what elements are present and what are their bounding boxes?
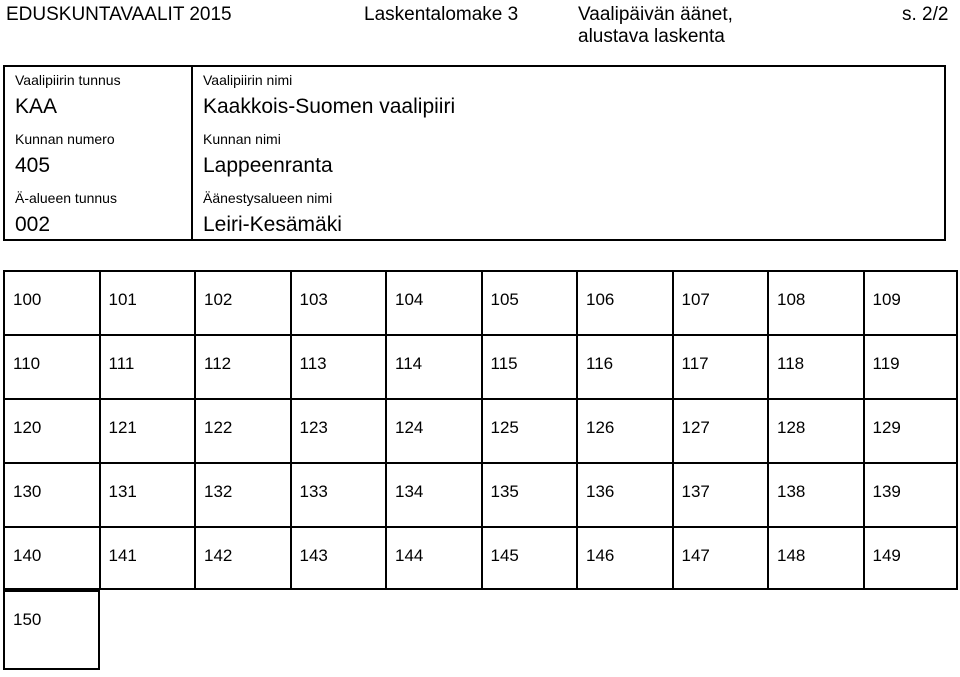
cell-number: 126 <box>586 418 615 437</box>
cell-number: 150 <box>13 610 42 629</box>
grid-cell[interactable] <box>672 272 768 334</box>
grid-cell[interactable] <box>481 336 577 398</box>
grid-cell[interactable] <box>194 400 290 462</box>
grid-row <box>3 334 958 398</box>
cell-number: 128 <box>777 418 806 437</box>
district-name-label: Vaalipiirin nimi <box>203 72 293 88</box>
grid-cell[interactable] <box>481 400 577 462</box>
grid-cell[interactable] <box>290 336 386 398</box>
grid-cell[interactable] <box>385 464 481 526</box>
grid-cell[interactable] <box>863 336 959 398</box>
form-number: Laskentalomake 3 <box>364 4 519 25</box>
cell-number: 105 <box>490 290 519 309</box>
cell-number: 107 <box>681 290 710 309</box>
row-right-border <box>956 528 958 588</box>
cell-number: 142 <box>204 546 233 565</box>
cell-number: 109 <box>872 290 901 309</box>
cell-number: 117 <box>681 354 709 373</box>
form-description: Vaalipäivän äänet, alustava laskenta <box>578 4 733 47</box>
cell-number: 101 <box>108 290 137 309</box>
cell-number: 144 <box>395 546 424 565</box>
cell-number: 118 <box>777 354 805 373</box>
grid-cell[interactable] <box>290 528 386 588</box>
grid-cell[interactable] <box>767 336 863 398</box>
row-right-border <box>956 272 958 334</box>
municipality-number-label: Kunnan numero <box>15 131 115 147</box>
cell-number: 112 <box>204 354 232 373</box>
grid-cell[interactable] <box>481 272 577 334</box>
cell-number: 139 <box>872 482 901 501</box>
municipality-name: Lappeenranta <box>203 154 333 177</box>
cell-number: 136 <box>586 482 615 501</box>
cell-number: 113 <box>299 354 327 373</box>
cell-number: 133 <box>299 482 328 501</box>
cell-number: 122 <box>204 418 233 437</box>
cell-number: 145 <box>490 546 519 565</box>
municipality-number: 405 <box>15 154 51 177</box>
grid-cell[interactable] <box>3 272 99 334</box>
cell-number: 135 <box>490 482 519 501</box>
cell-number: 137 <box>681 482 710 501</box>
cell-number: 134 <box>395 482 424 501</box>
cell-number: 131 <box>108 482 137 501</box>
candidate-number-grid <box>3 270 958 590</box>
row-right-border <box>956 400 958 462</box>
cell-number: 124 <box>395 418 424 437</box>
cell-number: 108 <box>777 290 806 309</box>
page-number: s. 2/2 <box>902 4 949 25</box>
cell-number: 106 <box>586 290 615 309</box>
grid-cell[interactable] <box>385 528 481 588</box>
grid-cell[interactable] <box>3 464 99 526</box>
cell-number: 146 <box>586 546 615 565</box>
grid-cell[interactable] <box>576 528 672 588</box>
municipality-name-label: Kunnan nimi <box>203 131 281 147</box>
cell-number: 138 <box>777 482 806 501</box>
grid-cell[interactable] <box>194 528 290 588</box>
grid-cell[interactable] <box>99 528 195 588</box>
cell-number: 110 <box>13 354 41 373</box>
grid-cell[interactable] <box>481 464 577 526</box>
info-divider <box>191 67 193 239</box>
grid-row <box>3 462 958 526</box>
grid-cell[interactable] <box>672 400 768 462</box>
grid-cell[interactable] <box>385 272 481 334</box>
grid-cell[interactable] <box>385 336 481 398</box>
cell-number: 104 <box>395 290 424 309</box>
grid-cell[interactable] <box>290 464 386 526</box>
form-title: EDUSKUNTAVAALIT 2015 <box>6 4 232 25</box>
grid-cell[interactable] <box>3 336 99 398</box>
cell-number: 116 <box>586 354 614 373</box>
grid-row <box>3 270 958 334</box>
row-right-border <box>956 464 958 526</box>
grid-cell[interactable] <box>672 528 768 588</box>
grid-cell[interactable] <box>576 400 672 462</box>
grid-cell[interactable] <box>576 336 672 398</box>
area-name: Leiri-Kesämäki <box>203 213 342 236</box>
area-code-label: Ä-alueen tunnus <box>15 190 117 206</box>
cell-number: 148 <box>777 546 806 565</box>
grid-row <box>3 398 958 462</box>
grid-cell[interactable] <box>99 464 195 526</box>
grid-cell[interactable] <box>767 528 863 588</box>
grid-cell[interactable] <box>3 590 100 670</box>
area-name-label: Äänestysalueen nimi <box>203 190 333 206</box>
grid-cell[interactable] <box>290 400 386 462</box>
cell-number: 111 <box>108 354 135 373</box>
row-right-border <box>956 336 958 398</box>
grid-cell[interactable] <box>576 464 672 526</box>
district-name: Kaakkois-Suomen vaalipiiri <box>203 95 456 118</box>
grid-cell[interactable] <box>99 400 195 462</box>
cell-number: 115 <box>490 354 518 373</box>
district-code-label: Vaalipiirin tunnus <box>15 72 121 88</box>
district-code: KAA <box>15 95 58 118</box>
cell-number: 130 <box>13 482 42 501</box>
cell-number: 143 <box>299 546 328 565</box>
grid-cell[interactable] <box>99 272 195 334</box>
cell-number: 102 <box>204 290 233 309</box>
grid-cell[interactable] <box>385 400 481 462</box>
grid-cell[interactable] <box>863 400 959 462</box>
cell-number: 114 <box>395 354 423 373</box>
grid-cell[interactable] <box>863 272 959 334</box>
cell-number: 149 <box>872 546 901 565</box>
grid-cell[interactable] <box>290 272 386 334</box>
cell-number: 147 <box>681 546 710 565</box>
grid-cell[interactable] <box>3 528 99 588</box>
grid-cell[interactable] <box>767 400 863 462</box>
cell-number: 103 <box>299 290 328 309</box>
cell-number: 120 <box>13 418 42 437</box>
grid-cell[interactable] <box>672 464 768 526</box>
cell-number: 127 <box>681 418 710 437</box>
cell-number: 123 <box>299 418 328 437</box>
cell-number: 129 <box>872 418 901 437</box>
district-info-box <box>3 65 946 241</box>
grid-cell[interactable] <box>863 528 959 588</box>
cell-number: 141 <box>108 546 137 565</box>
grid-cell[interactable] <box>767 272 863 334</box>
grid-cell[interactable] <box>672 336 768 398</box>
grid-row <box>3 526 958 590</box>
cell-number: 125 <box>490 418 519 437</box>
cell-number: 132 <box>204 482 233 501</box>
grid-cell[interactable] <box>767 464 863 526</box>
grid-cell[interactable] <box>194 336 290 398</box>
grid-cell[interactable] <box>194 272 290 334</box>
area-code: 002 <box>15 213 51 236</box>
grid-cell[interactable] <box>863 464 959 526</box>
grid-cell[interactable] <box>3 400 99 462</box>
cell-number: 119 <box>872 354 900 373</box>
grid-cell[interactable] <box>99 336 195 398</box>
cell-number: 140 <box>13 546 42 565</box>
cell-number: 121 <box>108 418 137 437</box>
grid-cell[interactable] <box>194 464 290 526</box>
grid-cell[interactable] <box>481 528 577 588</box>
cell-number: 100 <box>13 290 42 309</box>
grid-cell[interactable] <box>576 272 672 334</box>
